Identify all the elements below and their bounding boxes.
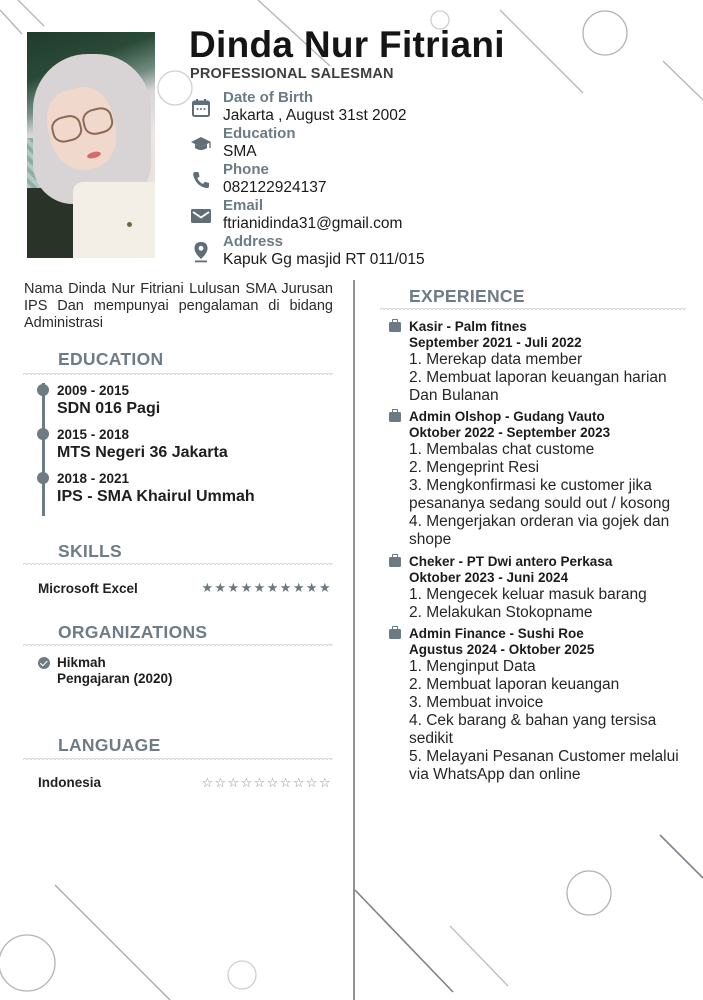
experience-title: Admin Olshop - Gudang Vauto <box>409 409 605 424</box>
education-timeline <box>42 383 45 516</box>
profile-photo <box>27 32 155 258</box>
contact-label: Date of Birth <box>223 89 313 106</box>
section-divider <box>23 644 333 648</box>
experience-duty: 4. Cek barang & bahan yang tersisa sedikit <box>409 712 657 747</box>
profile-summary: Nama Dinda Nur Fitriani Lulusan SMA Jurusan IPS Dan mempunyai pengalaman di bidang Administrasi <box>24 281 333 331</box>
contact-value: Jakarta , August 31st 2002 <box>223 107 407 124</box>
experience-duty: 4. Mengerjakan orderan via gojek dan shope <box>409 513 670 548</box>
skill-name: Microsoft Excel <box>38 581 138 596</box>
experience-duty: 3. Membuat invoice <box>409 694 544 711</box>
candidate-name: Dinda Nur Fitriani <box>189 24 505 65</box>
education-item <box>57 427 228 463</box>
briefcase-icon <box>389 629 401 639</box>
calendar-icon <box>190 97 212 119</box>
education-school: SDN 016 Pagi <box>57 400 161 417</box>
section-title-education: EDUCATION <box>58 349 164 369</box>
contact-value: SMA <box>223 143 257 160</box>
contact-address <box>190 233 425 269</box>
experience-duty: 1. Merekap data member <box>409 351 583 368</box>
organization-item <box>38 655 173 687</box>
organization-name: Hikmah <box>57 655 106 670</box>
contact-label: Phone <box>223 161 269 178</box>
map-pin-icon <box>190 241 212 263</box>
experience-title: Cheker - PT Dwi antero Perkasa <box>409 554 613 569</box>
experience-item <box>389 319 689 405</box>
education-item <box>57 383 160 419</box>
education-item <box>57 471 255 507</box>
experience-item <box>389 554 689 622</box>
briefcase-icon <box>389 322 401 332</box>
experience-period: Oktober 2023 - Juni 2024 <box>409 570 569 585</box>
section-divider <box>380 308 686 312</box>
contact-value: ftrianidinda31@gmail.com <box>223 215 403 232</box>
contact-phone <box>190 161 425 197</box>
education-school: MTS Negeri 36 Jakarta <box>57 444 228 461</box>
timeline-dot <box>37 472 49 484</box>
experience-duty: 3. Mengkonfirmasi ke customer jika pesananya sedang sould out / kosong <box>409 477 671 512</box>
contact-label: Email <box>223 197 264 214</box>
contact-date-of-birth <box>190 89 425 125</box>
contact-email <box>190 197 425 233</box>
section-title-experience: EXPERIENCE <box>409 286 525 306</box>
education-years: 2015 - 2018 <box>57 427 130 442</box>
language-name: Indonesia <box>38 775 102 790</box>
check-circle-icon <box>38 657 50 669</box>
education-school: IPS - SMA Khairul Ummah <box>57 488 255 505</box>
experience-title: Admin Finance - Sushi Roe <box>409 626 584 641</box>
envelope-icon <box>190 205 212 227</box>
experience-duty: 1. Mengecek keluar masuk barang <box>409 586 647 603</box>
phone-icon <box>190 169 212 191</box>
column-divider <box>353 280 355 1000</box>
experience-duty: 2. Membuat laporan keuangan <box>409 676 620 693</box>
experience-period: Oktober 2022 - September 2023 <box>409 425 611 440</box>
experience-item <box>389 409 689 549</box>
experience-duty: 2. Mengeprint Resi <box>409 459 540 476</box>
section-divider <box>23 373 333 377</box>
graduation-cap-icon <box>190 133 212 155</box>
experience-duty: 1. Membalas chat custome <box>409 441 595 458</box>
section-title-organizations: ORGANIZATIONS <box>58 622 208 642</box>
experience-duty: 2. Melakukan Stokopname <box>409 604 593 621</box>
candidate-role: PROFESSIONAL SALESMAN <box>190 66 394 82</box>
experience-title: Kasir - Palm fitnes <box>409 319 527 334</box>
organization-detail: Pengajaran (2020) <box>57 671 173 686</box>
section-divider <box>23 563 333 567</box>
experience-duty: 5. Melayani Pesanan Customer melalui via WhatsApp dan online <box>409 748 679 783</box>
contact-value: Kapuk Gg masjid RT 011/015 <box>223 251 425 268</box>
contact-education <box>190 125 425 161</box>
timeline-dot <box>37 428 49 440</box>
section-divider <box>23 758 333 762</box>
education-years: 2018 - 2021 <box>57 471 130 486</box>
contact-label: Education <box>223 125 296 142</box>
skill-rating-stars: ★★★★★★★★★★ <box>201 580 332 595</box>
experience-duty: 2. Membuat laporan keuangan harian Dan Bulanan <box>409 369 667 404</box>
contact-label: Address <box>223 233 284 250</box>
section-title-skills: SKILLS <box>58 541 123 561</box>
experience-period: September 2021 - Juli 2022 <box>409 335 582 350</box>
experience-item <box>389 626 689 784</box>
contact-value: 082122924137 <box>223 179 327 196</box>
timeline-dot <box>37 384 49 396</box>
experience-duty: 1. Menginput Data <box>409 658 536 675</box>
briefcase-icon <box>389 412 401 422</box>
section-title-language: LANGUAGE <box>58 735 161 755</box>
experience-period: Agustus 2024 - Oktober 2025 <box>409 642 595 657</box>
education-years: 2009 - 2015 <box>57 383 130 398</box>
contact-details <box>190 89 425 269</box>
briefcase-icon <box>389 557 401 567</box>
language-rating-stars: ☆☆☆☆☆☆☆☆☆☆ <box>201 775 332 790</box>
